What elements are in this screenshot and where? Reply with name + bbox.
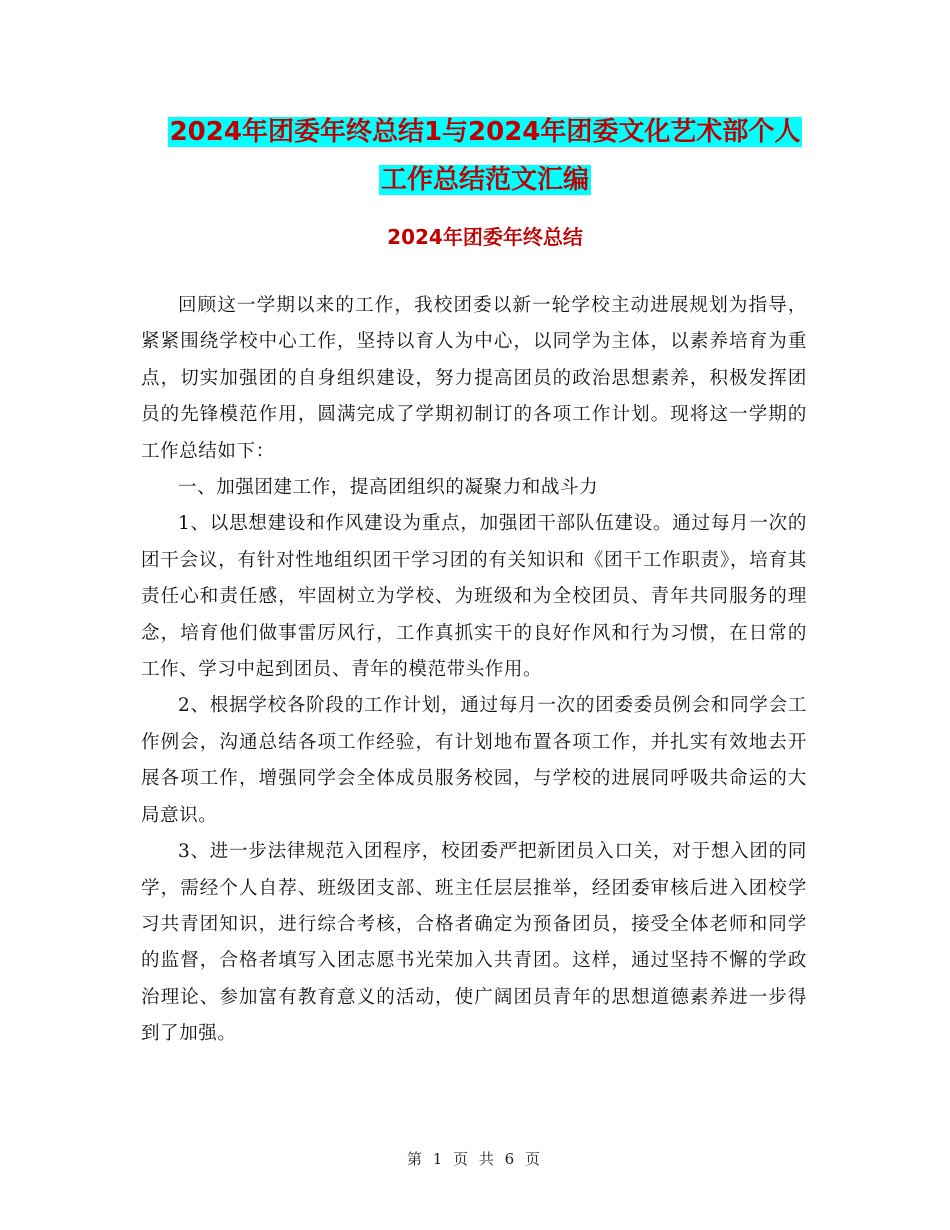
document-title-line-1: 2024年团委年终总结1与2024年团委文化艺术部个人 bbox=[169, 117, 801, 147]
paragraph-item-1: 1、以思想建设和作风建设为重点，加强团干部队伍建设。通过每月一次的团干会议，有针对性地组织团干学习团的有关知识和《团干工作职责》，培育其责任心和责任感，牢固树立为学校、为班级和为全校团员、青年共同服务的理念，培育他们做事雷厉风行，工作真抓实干的良好作风和行为习惯，在日常的工作、学习中起到团员、青年的模范带头作用。 bbox=[141, 513, 807, 681]
paragraph-item-2: 2、根据学校各阶段的工作计划，通过每月一次的团委委员例会和同学会工作例会，沟通总结各项工作经验，有计划地布置各项工作，并扎实有效地去开展各项工作，增强同学会全体成员服务校园，与学校的进展同呼吸共命运的大局意识。 bbox=[141, 695, 807, 826]
document-body bbox=[141, 288, 807, 1053]
document-title bbox=[140, 108, 830, 204]
page-footer: 第 1 页 共 6 页 bbox=[407, 1150, 543, 1168]
paragraph-intro: 回顾这一学期以来的工作，我校团委以新一轮学校主动进展规划为指导，紧紧围绕学校中心工作，坚持以育人为中心，以同学为主体，以素养培育为重点，切实加强团的自身组织建设，努力提高团员的政治思想素养，积极发挥团员的先锋模范作用，圆满完成了学期初制订的各项工作计划。现将这一学期的工作总结如下： bbox=[141, 295, 807, 462]
paragraph-heading-1: 一、加强团建工作，提高团组织的凝聚力和战斗力 bbox=[178, 477, 599, 499]
paragraph-item-3: 3、进一步法律规范入团程序，校团委严把新团员入口关，对于想入团的同学，需经个人自荐、班级团支部、班主任层层推举，经团委审核后进入团校学习共青团知识，进行综合考核，合格者确定为预备团员，接受全体老师和同学的监督，合格者填写入团志愿书光荣加入共青团。这样，通过坚持不懈的学政治理论、参加富有教育意义的活动，使广阔团员青年的思想道德素养进一步得到了加强。 bbox=[141, 841, 807, 1045]
document-title-line-2: 工作总结范文汇编 bbox=[380, 165, 589, 195]
section-title: 2024年团委年终总结 bbox=[387, 225, 583, 249]
